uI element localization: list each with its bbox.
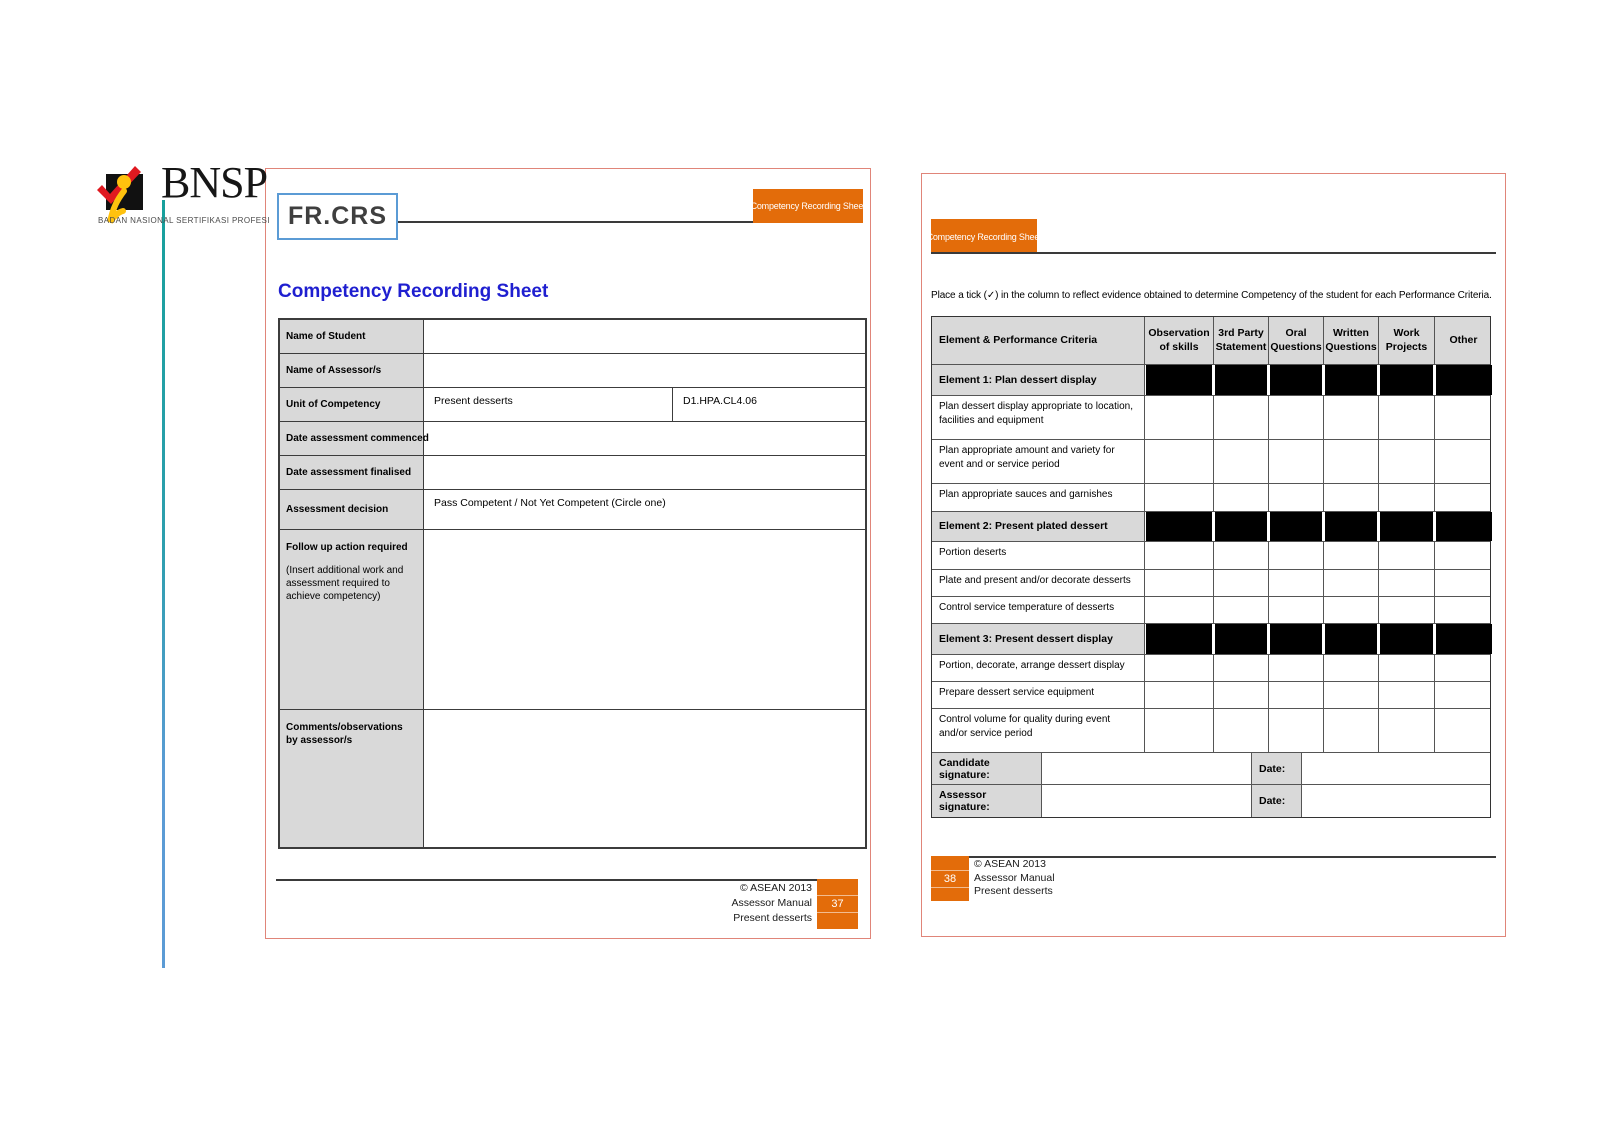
signature-field[interactable] — [1042, 785, 1252, 817]
signature-row — [932, 753, 1490, 785]
row-label: Date assessment finalised — [280, 456, 424, 489]
unit-code-value: D1.HPA.CL4.06 — [683, 395, 757, 407]
bnsp-caption: BADAN NASIONAL SERTIFIKASI PROFESI — [98, 216, 270, 225]
element-label: Element 2: Present plated dessert — [932, 512, 1145, 541]
row-label — [280, 530, 424, 709]
row-value[interactable] — [424, 320, 865, 353]
tick-cell[interactable] — [1324, 682, 1379, 708]
criteria-label: Plate and present and/or decorate desserts — [932, 570, 1145, 596]
element-row — [932, 365, 1490, 396]
tick-cell[interactable] — [1214, 570, 1269, 596]
criteria-row — [932, 440, 1490, 484]
black-fill-cell — [1214, 624, 1269, 654]
black-fill-cell — [1214, 512, 1269, 541]
tick-cell[interactable] — [1269, 655, 1324, 681]
tick-cell[interactable] — [1379, 542, 1435, 569]
instruction-text: Place a tick (✓) in the column to reflect evidence obtained to determine Competency of the student for each Performance Criteria. — [931, 290, 1492, 301]
black-fill-cell — [1269, 512, 1324, 541]
table-row — [280, 354, 865, 388]
form-code: FR.CRS — [287, 202, 388, 230]
black-fill-cell — [1324, 624, 1379, 654]
criteria-label: Portion, decorate, arrange dessert display — [932, 655, 1145, 681]
table-row — [280, 422, 865, 456]
tick-cell[interactable] — [1214, 682, 1269, 708]
header-other: Other — [1449, 333, 1478, 346]
row-value[interactable] — [424, 530, 865, 709]
row-value[interactable] — [424, 422, 865, 455]
tick-cell[interactable] — [1214, 484, 1269, 511]
tick-cell[interactable] — [1435, 570, 1492, 596]
tick-cell[interactable] — [1435, 682, 1492, 708]
tick-cell[interactable] — [1324, 542, 1379, 569]
bnsp-logo — [93, 158, 268, 233]
row-value[interactable] — [424, 456, 865, 489]
tick-cell[interactable] — [1435, 597, 1492, 623]
row-label-title: Follow up action required — [286, 542, 408, 553]
header-3rd-party: 3rd Party Statement — [1214, 317, 1269, 364]
black-fill-cell — [1435, 512, 1492, 541]
page-number-box — [931, 856, 969, 901]
criteria-label: Portion deserts — [932, 542, 1145, 569]
footer-line-copyright: © ASEAN 2013 — [740, 882, 812, 894]
page-number-box — [817, 879, 858, 929]
black-fill-cell — [1145, 512, 1214, 541]
row-label: Comments/observations by assessor/s — [280, 710, 424, 847]
header-oral: Oral Questions — [1269, 317, 1324, 364]
tick-cell[interactable] — [1214, 396, 1269, 439]
tick-cell[interactable] — [1269, 709, 1324, 752]
page-badge: Competency Recording Sheet — [753, 189, 863, 223]
row-value[interactable] — [424, 354, 865, 387]
bnsp-acronym: BNSP — [161, 158, 268, 207]
black-fill-cell — [1324, 512, 1379, 541]
date-field[interactable] — [1302, 753, 1492, 784]
page-38 — [921, 173, 1506, 937]
tick-cell[interactable] — [1269, 682, 1324, 708]
tick-cell[interactable] — [1379, 570, 1435, 596]
tick-cell[interactable] — [1269, 440, 1324, 483]
tick-cell[interactable] — [1324, 655, 1379, 681]
tick-cell[interactable] — [1324, 597, 1379, 623]
tick-cell[interactable] — [1379, 440, 1435, 483]
tick-cell[interactable] — [1214, 597, 1269, 623]
element-label: Element 1: Plan dessert display — [932, 365, 1145, 395]
black-fill-cell — [1379, 365, 1435, 395]
criteria-label: Plan appropriate amount and variety for event and or service period — [932, 440, 1145, 483]
row-label-note: (Insert additional work and assessment required to achieve competency) — [286, 565, 404, 602]
header-observation: Observation of skills — [1145, 317, 1214, 364]
tick-cell[interactable] — [1214, 542, 1269, 569]
footer-line-manual: Assessor Manual — [974, 871, 1055, 884]
criteria-label: Plan appropriate sauces and garnishes — [932, 484, 1145, 511]
criteria-row — [932, 709, 1490, 753]
black-fill-cell — [1269, 365, 1324, 395]
date-label: Date: — [1252, 753, 1302, 784]
element-row — [932, 512, 1490, 542]
criteria-row — [932, 542, 1490, 570]
black-fill-cell — [1324, 365, 1379, 395]
header-work-projects: Work Projects — [1379, 317, 1435, 364]
performance-criteria-table — [931, 316, 1491, 818]
footer-line-copyright: © ASEAN 2013 — [974, 858, 1046, 870]
tick-cell[interactable] — [1269, 396, 1324, 439]
black-fill-cell — [1145, 365, 1214, 395]
tick-cell[interactable] — [1435, 484, 1492, 511]
header-rule — [931, 252, 1496, 254]
page-number: 37 — [817, 895, 858, 913]
criteria-row — [932, 655, 1490, 682]
accent-vertical-line — [162, 200, 165, 968]
tick-cell[interactable] — [1145, 597, 1214, 623]
tick-cell[interactable] — [1214, 655, 1269, 681]
tick-cell[interactable] — [1435, 440, 1492, 483]
tick-cell[interactable] — [1214, 440, 1269, 483]
tick-cell[interactable] — [1145, 484, 1214, 511]
tick-cell[interactable] — [1269, 570, 1324, 596]
criteria-label: Control service temperature of desserts — [932, 597, 1145, 623]
tick-cell[interactable] — [1379, 709, 1435, 752]
tick-cell[interactable] — [1379, 396, 1435, 439]
table-row — [280, 710, 865, 847]
black-fill-cell — [1214, 365, 1269, 395]
criteria-row — [932, 484, 1490, 512]
criteria-row — [932, 570, 1490, 597]
tick-cell[interactable] — [1145, 682, 1214, 708]
tick-cell[interactable] — [1379, 484, 1435, 511]
row-label: Name of Student — [280, 320, 424, 353]
black-fill-cell — [1269, 624, 1324, 654]
header-written: Written Questions — [1324, 317, 1379, 364]
row-value[interactable] — [424, 710, 865, 847]
black-fill-cell — [1379, 512, 1435, 541]
tick-cell[interactable] — [1145, 396, 1214, 439]
row-label: Assessment decision — [280, 490, 424, 529]
criteria-header-row — [932, 317, 1490, 365]
criteria-row — [932, 597, 1490, 624]
criteria-label: Prepare dessert service equipment — [932, 682, 1145, 708]
tick-cell[interactable] — [1145, 570, 1214, 596]
table-row — [280, 490, 865, 530]
criteria-label: Plan dessert display appropriate to location, facilities and equipment — [932, 396, 1145, 439]
tick-cell[interactable] — [1145, 655, 1214, 681]
black-fill-cell — [1145, 624, 1214, 654]
black-fill-cell — [1435, 365, 1492, 395]
tick-cell[interactable] — [1269, 542, 1324, 569]
table-row — [280, 456, 865, 490]
signature-label: Assessor signature: — [932, 785, 1042, 817]
row-value: Pass Competent / Not Yet Competent (Circle one) — [434, 497, 666, 509]
tick-cell[interactable] — [1324, 440, 1379, 483]
page-37 — [265, 168, 871, 939]
footer-line-unit: Present desserts — [733, 912, 812, 924]
form-code-box — [277, 193, 398, 240]
tick-cell[interactable] — [1145, 709, 1214, 752]
signature-row — [932, 785, 1490, 817]
tick-cell[interactable] — [1435, 542, 1492, 569]
tick-cell[interactable] — [1324, 709, 1379, 752]
student-info-table — [278, 318, 867, 849]
tick-cell[interactable] — [1214, 709, 1269, 752]
tick-cell[interactable] — [1145, 542, 1214, 569]
tick-cell[interactable] — [1435, 709, 1492, 752]
criteria-row — [932, 396, 1490, 440]
table-row — [280, 530, 865, 710]
tick-cell[interactable] — [1324, 396, 1379, 439]
tick-cell[interactable] — [1379, 682, 1435, 708]
page-title: Competency Recording Sheet — [278, 281, 549, 302]
footer-line-unit: Present desserts — [974, 885, 1053, 897]
signature-label: Candidate signature: — [932, 753, 1042, 784]
criteria-row — [932, 682, 1490, 709]
header-element-criteria: Element & Performance Criteria — [932, 317, 1145, 364]
tick-cell[interactable] — [1269, 484, 1324, 511]
footer-credits — [731, 881, 812, 926]
criteria-label: Control volume for quality during event and/or service period — [932, 709, 1145, 752]
page-badge: Competency Recording Sheet — [931, 219, 1037, 254]
tick-cell[interactable] — [1324, 570, 1379, 596]
tick-cell[interactable] — [1379, 597, 1435, 623]
table-row — [280, 388, 865, 422]
black-fill-cell — [1379, 624, 1435, 654]
element-label: Element 3: Present dessert display — [932, 624, 1145, 654]
date-label: Date: — [1252, 785, 1302, 817]
signature-field[interactable] — [1042, 753, 1252, 784]
table-row — [280, 320, 865, 354]
footer-credits — [974, 858, 1055, 899]
black-fill-cell — [1435, 624, 1492, 654]
row-label: Name of Assessor/s — [280, 354, 424, 387]
row-label: Unit of Competency — [280, 388, 424, 421]
tick-cell[interactable] — [1379, 655, 1435, 681]
tick-cell[interactable] — [1435, 655, 1492, 681]
tick-cell[interactable] — [1324, 484, 1379, 511]
row-label: Date assessment commenced — [280, 422, 424, 455]
date-field[interactable] — [1302, 785, 1492, 817]
tick-cell[interactable] — [1269, 597, 1324, 623]
page-number: 38 — [931, 870, 969, 888]
tick-cell[interactable] — [1435, 396, 1492, 439]
unit-name-value: Present desserts — [424, 388, 673, 421]
element-row — [932, 624, 1490, 655]
tick-cell[interactable] — [1145, 440, 1214, 483]
footer-line-manual: Assessor Manual — [731, 897, 812, 909]
